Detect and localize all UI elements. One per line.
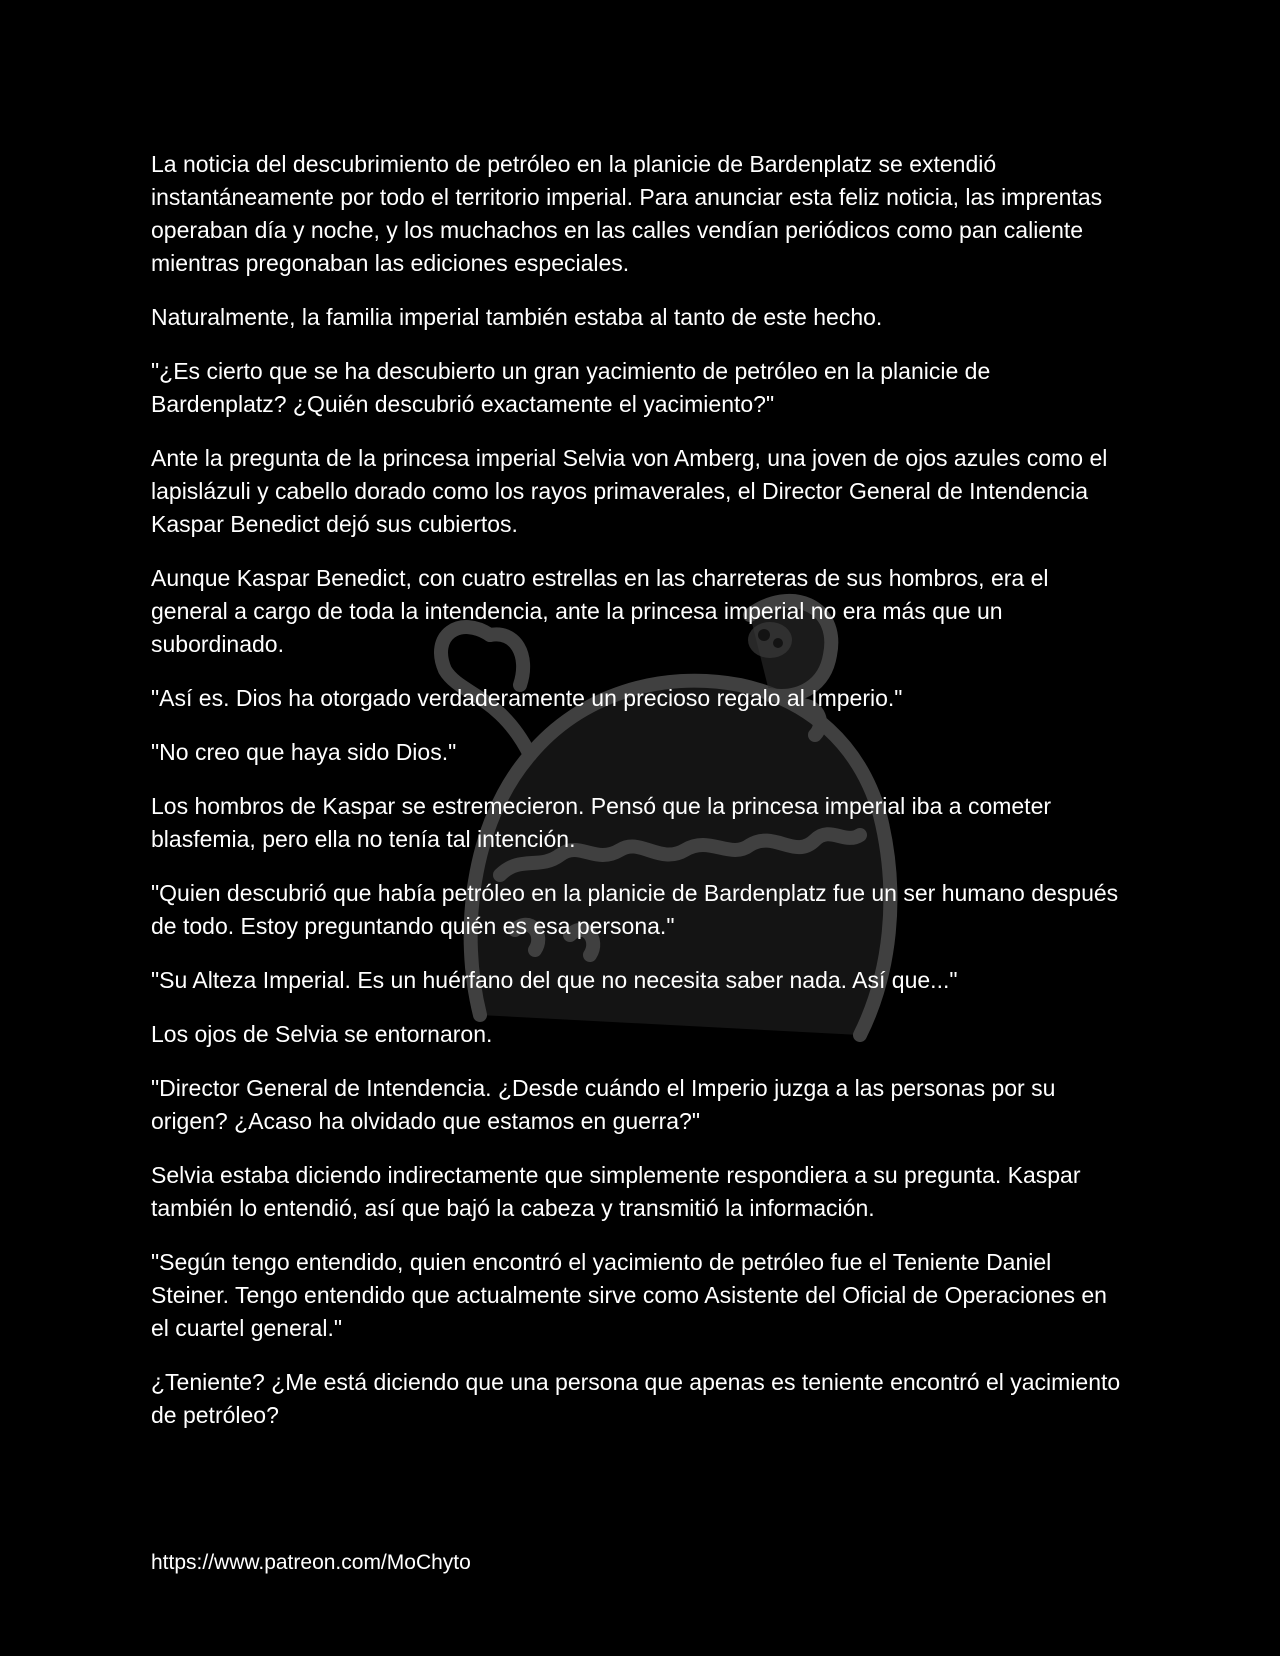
paragraph: Selvia estaba diciendo indirectamente que simplemente respondiera a su pregunta. Kaspar también lo entendió, así que bajó la cabeza y transmitió la información. bbox=[151, 1162, 1081, 1221]
paragraph: "Así es. Dios ha otorgado verdaderamente un precioso regalo al Imperio." bbox=[151, 685, 903, 711]
paragraph: "No creo que haya sido Dios." bbox=[151, 739, 457, 765]
paragraph: Naturalmente, la familia imperial también estaba al tanto de este hecho. bbox=[151, 304, 883, 330]
paragraph: "Su Alteza Imperial. Es un huérfano del que no necesita saber nada. Así que..." bbox=[151, 967, 958, 993]
paragraph: ¿Teniente? ¿Me está diciendo que una persona que apenas es teniente encontró el yacimiento de petróleo? bbox=[151, 1369, 1121, 1428]
paragraph: Ante la pregunta de la princesa imperial Selvia von Amberg, una joven de ojos azules como el lapislázuli y cabello dorado como los rayos primaverales, el Director General de Intendencia Kaspar Benedict dejó sus cubiertos. bbox=[151, 445, 1108, 537]
paragraph: La noticia del descubrimiento de petróleo en la planicie de Bardenplatz se extendió instantáneamente por todo el territorio imperial. Para anunciar esta feliz noticia, las imprentas operaban día y noche, y los muchachos en las calles vendían periódicos como pan caliente mientras pregonaban las ediciones especiales. bbox=[151, 151, 1103, 276]
paragraph: "Director General de Intendencia. ¿Desde cuándo el Imperio juzga a las personas por su origen? ¿Acaso ha olvidado que estamos en guerra?" bbox=[151, 1075, 1056, 1134]
paragraph: Los ojos de Selvia se entornaron. bbox=[151, 1021, 493, 1047]
paragraph: "Quien descubrió que había petróleo en la planicie de Bardenplatz fue un ser humano después de todo. Estoy preguntando quién es esa persona." bbox=[151, 880, 1119, 939]
paragraph: Los hombros de Kaspar se estremecieron. Pensó que la princesa imperial iba a cometer blasfemia, pero ella no tenía tal intención. bbox=[151, 793, 1052, 852]
document-body bbox=[151, 148, 1131, 1453]
paragraph: "Según tengo entendido, quien encontró el yacimiento de petróleo fue el Teniente Daniel Steiner. Tengo entendido que actualmente sirve como Asistente del Oficial de Operaciones en el cuartel general." bbox=[151, 1249, 1107, 1341]
patreon-link[interactable]: https://www.patreon.com/MoChyto bbox=[151, 1551, 471, 1574]
paragraph: Aunque Kaspar Benedict, con cuatro estrellas en las charreteras de sus hombros, era el general a cargo de toda la intendencia, ante la princesa imperial no era más que un subordinado. bbox=[151, 565, 1049, 657]
paragraph: "¿Es cierto que se ha descubierto un gran yacimiento de petróleo en la planicie de Bardenplatz? ¿Quién descubrió exactamente el yacimiento?" bbox=[151, 358, 991, 417]
